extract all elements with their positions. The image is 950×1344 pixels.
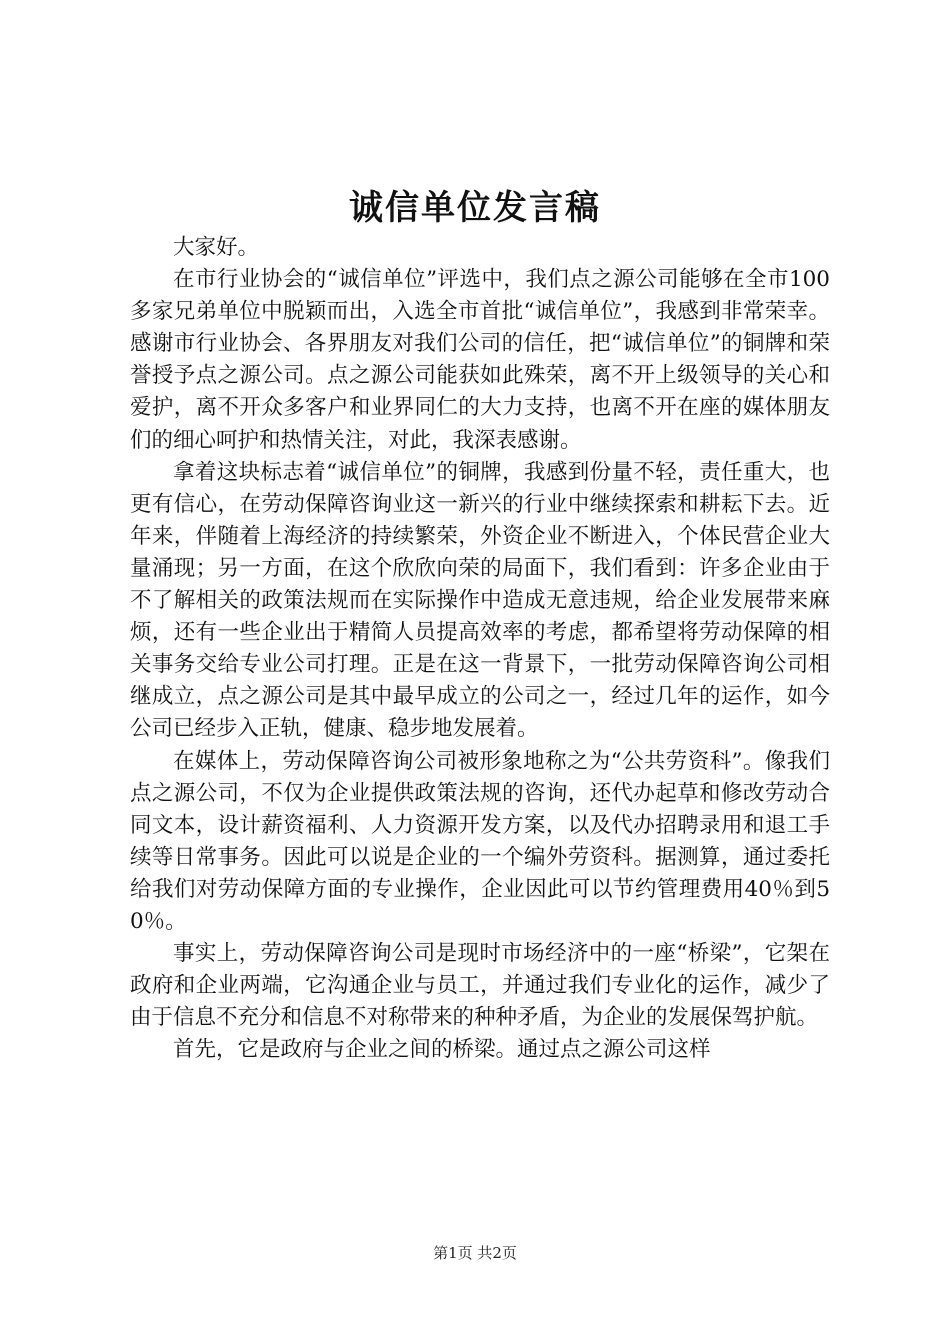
paragraph-greeting: 大家好。 xyxy=(173,235,260,260)
document-body xyxy=(130,232,830,1066)
paragraph: 首先，它是政府与企业之间的桥梁。通过点之源公司这样 xyxy=(173,1037,711,1063)
paragraph: 事实上，劳动保障咨询公司是现时市场经济中的一座“桥梁”，它架在政府和企业两端，它沟通企业与员工，并通过我们专业化的运作，减少了由于信息不充分和信息不对称带来的种种矛盾，为企业的发展保驾护航。 xyxy=(130,941,830,1031)
paragraph: 拿着这块标志着“诚信单位”的铜牌，我感到份量不轻，责任重大，也更有信心，在劳动保障咨询业这一新兴的行业中继续探索和耕耘下去。近年来，伴随着上海经济的持续繁荣，外资企业不断进入，个体民营企业大量涌现；另一方面，在这个欣欣向荣的局面下，我们看到：许多企业由于不了解相关的政策法规而在实际操作中造成无意违规，给企业发展带来麻烦，还有一些企业出于精简人员提高效率的考虑，都希望将劳动保障的相关事务交给专业公司打理。正是在这一背景下，一批劳动保障咨询公司相继成立，点之源公司是其中最早成立的公司之一，经过几年的运作，如今公司已经步入正轨，健康、稳步地发展着。 xyxy=(130,459,830,742)
page-number-footer: 第1页 共2页 xyxy=(433,1244,517,1262)
paragraph: 在市行业协会的“诚信单位”评选中，我们点之源公司能够在全市100多家兄弟单位中脱颖而出，入选全市首批“诚信单位”，我感到非常荣幸。感谢市行业协会、各界朋友对我们公司的信任，把“诚信单位”的铜牌和荣誉授予点之源公司。点之源公司能获如此殊荣，离不开上级领导的关心和爱护，离不开众多客户和业界同仁的大力支持，也离不开在座的媒体朋友们的细心呵护和热情关注，对此，我深表感谢。 xyxy=(130,267,830,453)
paragraph: 在媒体上，劳动保障咨询公司被形象地称之为“公共劳资科”。像我们点之源公司，不仅为企业提供政策法规的咨询，还代办起草和修改劳动合同文本，设计薪资福利、人力资源开发方案，以及代办招聘录用和退工手续等日常事务。因此可以说是企业的一个编外劳资科。据测算，通过委托给我们对劳动保障方面的专业操作，企业因此可以节约管理费用40％到50％。 xyxy=(130,748,830,934)
document-title: 诚信单位发言稿 xyxy=(349,188,601,228)
